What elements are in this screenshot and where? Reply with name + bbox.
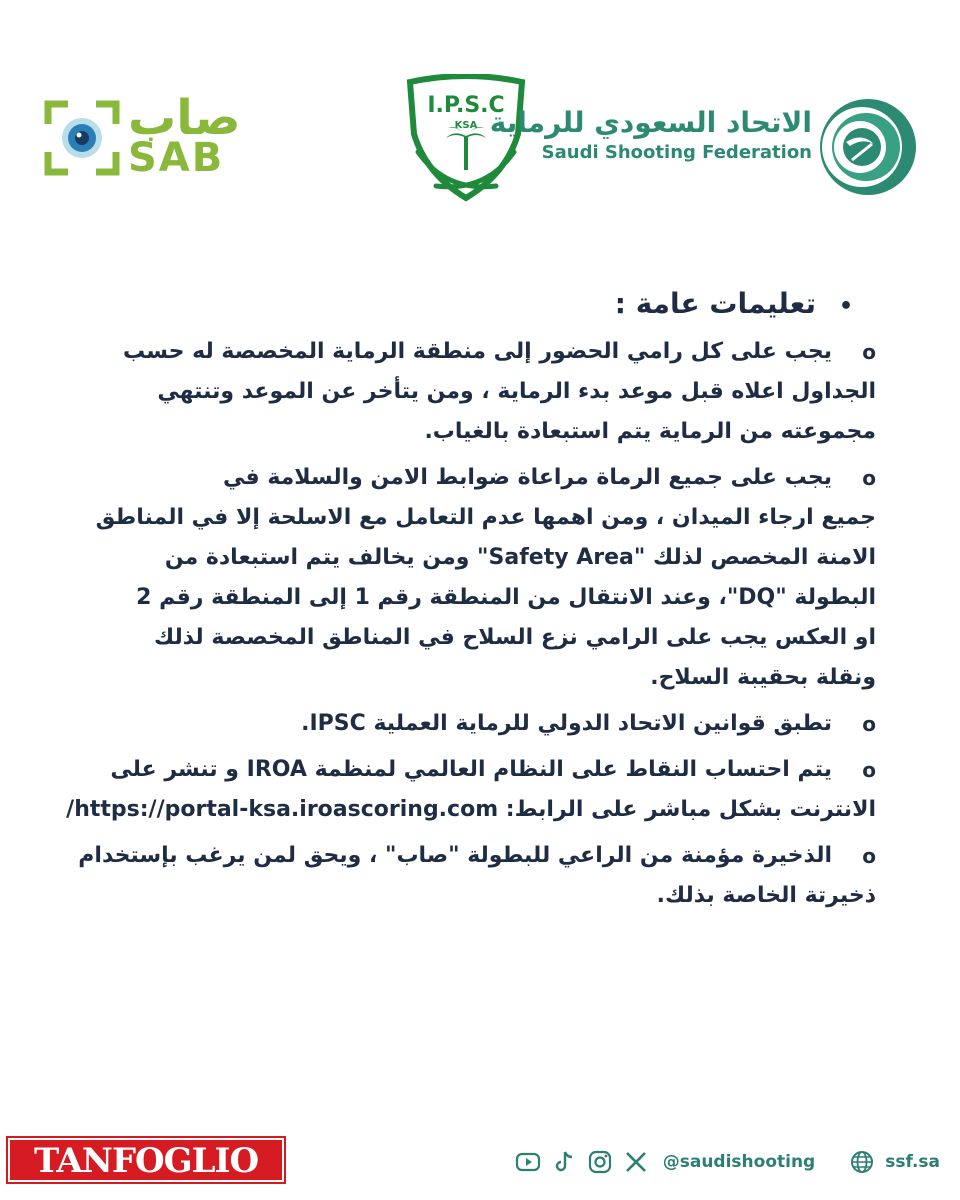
item-line: البطولة "DQ"، وعند الانتقال من المنطقة رقم 1 إلى المنطقة رقم 2 [136,585,876,610]
saudi-shooting-federation-logo [489,82,920,212]
item-marker: o [862,712,876,736]
item-line: يتم احتساب النقاط على النظام العالمي لمنظمة IROA و تنشر على [110,757,832,782]
heading-text: تعليمات عامة : [614,287,816,320]
item-line: يجب على كل رامي الحضور إلى منطقة الرماية المخصصة له حسب [122,339,832,364]
item-line: الجداول اعلاه قبل موعد بدء الرماية ، ومن يتأخر عن الموعد وتنتهي [157,379,876,404]
item-marker: o [862,340,876,364]
tiktok-icon[interactable] [551,1149,577,1175]
item-marker: o [862,758,876,782]
item-line: الامنة المخصص لذلك "Safety Area" ومن يخالف يتم استبعادة من [164,545,876,570]
federation-target-icon [816,82,920,212]
instruction-item-scoring [50,750,876,830]
item-line: ونقلة بحقيبة السلاح. [650,665,876,690]
globe-icon [849,1149,875,1175]
website-link[interactable]: ssf.sa [885,1152,940,1172]
social-handle[interactable]: @saudishooting [662,1152,816,1172]
sab-logo [44,90,254,181]
item-line: الذخيرة مؤمنة من الراعي للبطولة "صاب" ، ويحق لمن يرغب بإستخدام [78,843,832,868]
heading-bullet: • [838,294,854,319]
sab-logo-arabic: صاب [128,90,241,146]
federation-name-english: Saudi Shooting Federation [541,142,812,163]
ipsc-title: I.P.S.C [427,93,505,118]
item-line: ذخيرتة الخاصة بذلك. [656,883,876,908]
item-line: جميع ارجاء الميدان ، ومن اهمها عدم التعامل مع الاسلحة إلا في المناطق [95,505,876,530]
item-line: يجب على جميع الرماة مراعاة ضوابط الامن والسلامة في [223,465,832,490]
sponsor-name: TANFOGLIO [33,1141,259,1181]
scoring-link-line[interactable]: الانترنت بشكل مباشر على الرابط: https://portal-ksa.iroascoring.com/ [66,797,876,822]
instructions-heading [50,282,876,326]
sab-logo-english: SAB [128,135,225,181]
instruction-item-attendance [50,332,876,452]
instruction-item-ammunition [50,836,876,916]
item-line: او العكس يجب على الرامي نزع السلاح في المناطق المخصصة لذلك [153,625,876,650]
ipsc-ksa-logo [396,74,536,206]
item-line: تطبق قوانين الاتحاد الدولي للرماية العملية IPSC. [301,711,832,736]
item-marker: o [862,844,876,868]
federation-name-arabic: الاتحاد السعودي للرماية [489,106,812,139]
ipsc-sub: KSA [454,120,478,131]
youtube-icon[interactable] [515,1149,541,1175]
instructions-section [50,282,876,916]
instruction-item-safety [50,458,876,698]
tanfoglio-logo [8,1138,284,1182]
item-marker: o [862,466,876,490]
item-line: مجموعته من الرماية يتم استبعادة بالغياب. [424,419,876,444]
instagram-icon[interactable] [587,1149,613,1175]
footer-social-bar [515,1142,940,1182]
sab-target-icon [44,100,120,176]
x-icon[interactable] [623,1149,649,1175]
instruction-item-rules [50,704,876,744]
